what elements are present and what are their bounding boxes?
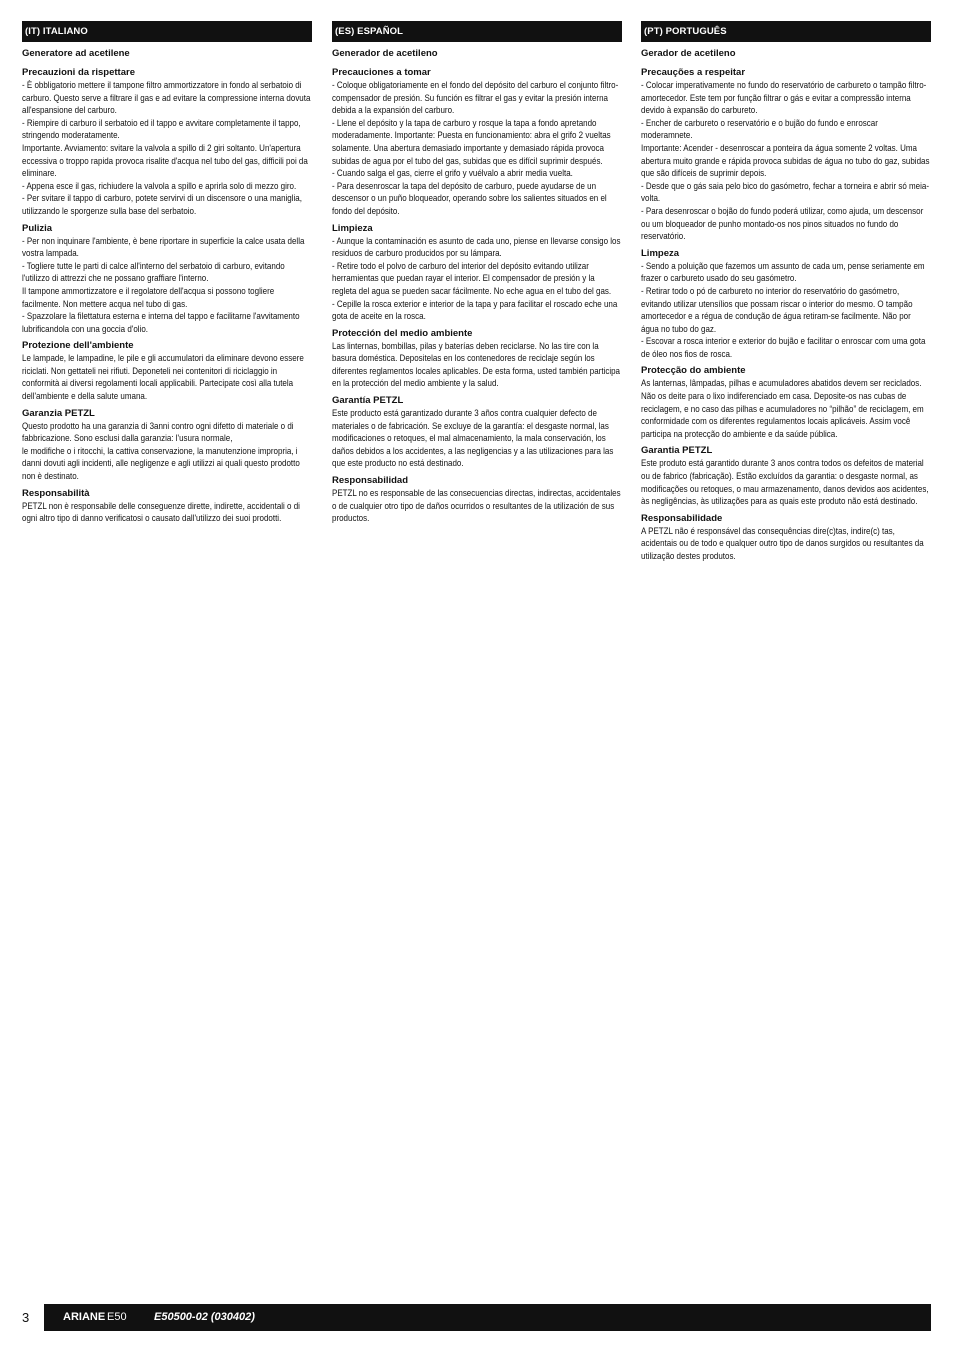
section-body: Questo prodotto ha una garanzia di 3anni contro ogni difetto di materiale o di fabbricazione. Sono esclusi dalla garanzia: l'usura normale, le modifiche o i ritocchi, la cattiva conservazione, la manutenzione impropria, i danni dovuti agli incidenti, alle negligenze e agli utilizzi ai quali questo prodotto non è destinato. [22, 420, 300, 482]
section-body: - Per non inquinare l'ambiente, è bene riportare in superficie la calce usata della vostra lampada. - Togliere tutte le parti di calce all'interno del serbatoio di carburo, evitando l'utilizzo di attrezzi che ne possano graffiare l'interno. Il tampone ammortizzatore e il regolatore dell'acqua si possono togliere facilmente. Non mettere acqua nel tubo di gas. - Spazzolare la filettatura esterna e interna del tappo e facilitarne l'avvitamento lubrificandola con una goccia d'olio. [22, 235, 305, 334]
section-body: Las linternas, bombillas, pilas y baterías deben reciclarse. No las tire con la basura doméstica. Depositelas en los contenedores de reciclaje según los diferentes reglamentos locales aplicables. De esta forma, usted también participa en la protección del medio ambiente y la salud. [332, 340, 620, 389]
document-reference: E50500-02 (030402) [154, 1311, 255, 1323]
section-environment [641, 364, 931, 440]
language-header: (ES) ESPAÑOL [332, 21, 622, 42]
section-precautions [332, 66, 622, 218]
document-title: Generatore ad acetilene [22, 48, 130, 59]
section-heading: Garanzia PETZL [22, 407, 95, 419]
section-body: - Colocar imperativamente no fundo do reservatório de carbureto o tampão filtro-amortecedor. Este tem por função filtrar o gás e evitar a compressão interna devido à expansão do carbureto. - Encher de carbureto o reservatório e o bujão do fundo e enroscar moderamnete. Importante: Acender - desenroscar a ponteira da água somente 2 voltas. Uma abertura muito grande e rápida provoca subidas de água no tubo do gaz, subidas que são difíceis de suprimir depois. - Desde que o gás saia pelo bico do gasómetro, fechar a torneira e abrir só meia-volta. - Para desenroscar o bojão do fundo poderá utilizar, como ajuda, um descensor ou um bloqueador de punho montado-os nos pinos situados no fundo do reservatório. [641, 80, 930, 242]
section-warranty [332, 394, 622, 470]
section-precautions [22, 66, 312, 218]
section-heading: Protecção do ambiente [641, 365, 746, 377]
section-body: - Coloque obligatoriamente en el fondo del depósito del carburo el conjunto filtro-compensador de presión. Su función es filtrar el gas y evitar la presión interna debida a la expansión del carburo. - Llene el depósito y la tapa de carburo y rosque la tapa a fondo apretando moderadamente. Importante: Puesta en funcionamiento: abra el grifo 2 vueltas solamente. Una abertura demasiado importante y demasiado rápida provoca subidas de agua por el tubo del gas, subidas que es difícil suprimir después. - Cuando salga el gas, cierre el grifo y vuélvalo a abrir media vuelta. - Para desenroscar la tapa del depósito de carburo, puede ayudarse de un descensor o un puño bloqueador, operando sobre los salientes situados en el fondo del depósito. [332, 80, 619, 216]
page-footer [22, 1304, 931, 1331]
section-heading: Limpieza [332, 222, 373, 234]
language-header: (PT) PORTUGUÊS [641, 21, 931, 42]
language-header: (IT) ITALIANO [22, 21, 312, 42]
section-heading: Responsabilidad [332, 475, 409, 487]
section-heading: Responsabilidade [641, 512, 723, 524]
section-liability [641, 512, 931, 563]
section-warranty [641, 444, 931, 507]
column-portuguese [641, 21, 931, 567]
page-number: 3 [22, 1310, 30, 1325]
section-body: A PETZL não é responsável das consequências dire(c)tas, indire(c) tas, acidentais ou de todo e qualquer outro tipo de danos surgidos ou resultantes da utilização destes produtos. [641, 525, 924, 561]
manual-columns [22, 21, 931, 621]
column-italian [22, 21, 312, 529]
section-cleaning [332, 222, 622, 323]
product-name: ARIANE [63, 1311, 106, 1323]
document-title: Gerador de acetileno [641, 48, 736, 59]
section-body: Le lampade, le lampadine, le pile e gli accumulatori da eliminare devono essere riciclati. Non gettateli nei rifiuti. Deponeteli nei contenitori di riciclaggio in conformità ai diversi regolamenti locali applicabili. Partecipate così alla tutela dell'ambiente e della salute umana. [22, 353, 304, 402]
section-cleaning [22, 222, 312, 336]
document-title: Generador de acetileno [332, 48, 438, 59]
section-precautions [641, 66, 931, 243]
section-body: Este producto está garantizado durante 3 años contra cualquier defecto de materiales o de fabricación. Se excluye de la garantía: el desgaste normal, las modificaciones o retoques, el mal almacenamiento, la mala conservación, los daños debidos a los accidentes, a las negligencias y a las utilizaciones para las que este producto no está destinado. [332, 408, 614, 469]
section-heading: Precauções a respeitar [641, 67, 746, 78]
section-heading: Precauzioni da rispettare [22, 67, 135, 78]
section-body: PETZL no es responsable de las consecuencias directas, indirectas, accidentales o de cualquier otro tipo de daños ocurridos o resultantes de la utilización de sus productos. [332, 488, 621, 524]
section-body: - Aunque la contaminación es asunto de cada uno, piense en llevarse consigo los residuos de carburo producidos por su lámpara. - Retire todo el polvo de carburo del interior del depósito evitando utilizar herramientas que puedan rayar el interior. El compensador de presión y la regleta del agua se pueden sacar fácilmente. No eche agua en el tubo del gas. - Cepille la rosca exterior e interior de la tapa y para facilitar el roscado eche una gota de aceite en la rosca. [332, 235, 621, 322]
section-heading: Limpeza [641, 247, 680, 259]
footer-bar [44, 1304, 931, 1331]
section-body: - È obbligatorio mettere il tampone filtro ammortizzatore in fondo al serbatoio di carburo. Questo serve a filtrare il gas e ad evitare la compressione interna dovuta all'espansione del carburo. - Riempire di carburo il serbatoio ed il tappo e avvitare completamente il tappo, stringendo moderatamente. Importante. Avviamento: svitare la valvola a spillo di 2 giri soltanto. Un'apertura eccessiva o troppo rapida provoca risalite d'acqua nel tubo del gas, difficili poi da eliminare. - Appena esce il gas, richiudere la valvola a spillo e aprirla solo di mezzo giro. - Per svitare il tappo di carburo, potete servirvi di un discensore o una maniglia, utilizzando le sporgenze sulla base del serbatoio. [22, 80, 311, 216]
product-model: E50 [107, 1311, 127, 1323]
column-spanish [332, 21, 622, 529]
section-heading: Pulizia [22, 222, 53, 234]
section-cleaning [641, 247, 931, 361]
section-body: PETZL non è responsabile delle conseguenze dirette, indirette, accidentali o di ogni altro tipo di danno verificatosi o causato dall'utilizzo dei suoi prodotti. [22, 500, 300, 524]
section-body: - Sendo a poluição que fazemos um assunto de cada um, pense seriamente em frazer o carbureto usado do seu gasómetro. - Retirar todo o pó de carbureto no interior do reservatório do gasómetro, evitando utilizar utensílios que possam riscar o interior do mesmo. O tampão amortecedor e a régua de condução de água retiram-se facilmente. Não por água no tubo do gaz. - Escovar a rosca interior e exterior do bujão e facilitar o enroscar com uma gota de óleo nos fios de rosca. [641, 260, 926, 359]
section-environment [332, 327, 622, 390]
section-heading: Protezione dell'ambiente [22, 340, 134, 352]
section-heading: Protección del medio ambiente [332, 327, 473, 339]
section-heading: Precauciones a tomar [332, 67, 431, 78]
section-warranty [22, 407, 312, 483]
section-heading: Responsabilità [22, 487, 90, 499]
section-heading: Garantía PETZL [332, 395, 404, 407]
section-body: Este produto está garantido durante 3 anos contra todos os defeitos de material ou de fabrico (fabricação). Estão excluídos da garantia: o desgaste normal, as modificações ou retoques, o mau armazenamento, danos devidos aos acidentes, às negligências, às utilizações para as quais este produto não está destinado. [641, 458, 929, 507]
section-body: As lanternas, lâmpadas, pilhas e acumuladores abatidos devem ser reciclados. Não os deite para o lixo indiferenciado em casa. Deposite-os nas cubas de reciclagem, e no caso das pilhas e acumuladores no “pilhão” de reciclagem, em conformidade com os diferentes regulamentos locais aplicáveis. Assim você participa na protecção do ambiente e da saúde pública. [641, 378, 924, 439]
section-heading: Garantia PETZL [641, 445, 713, 457]
section-liability [22, 487, 312, 525]
section-liability [332, 474, 622, 525]
section-environment [22, 339, 312, 402]
